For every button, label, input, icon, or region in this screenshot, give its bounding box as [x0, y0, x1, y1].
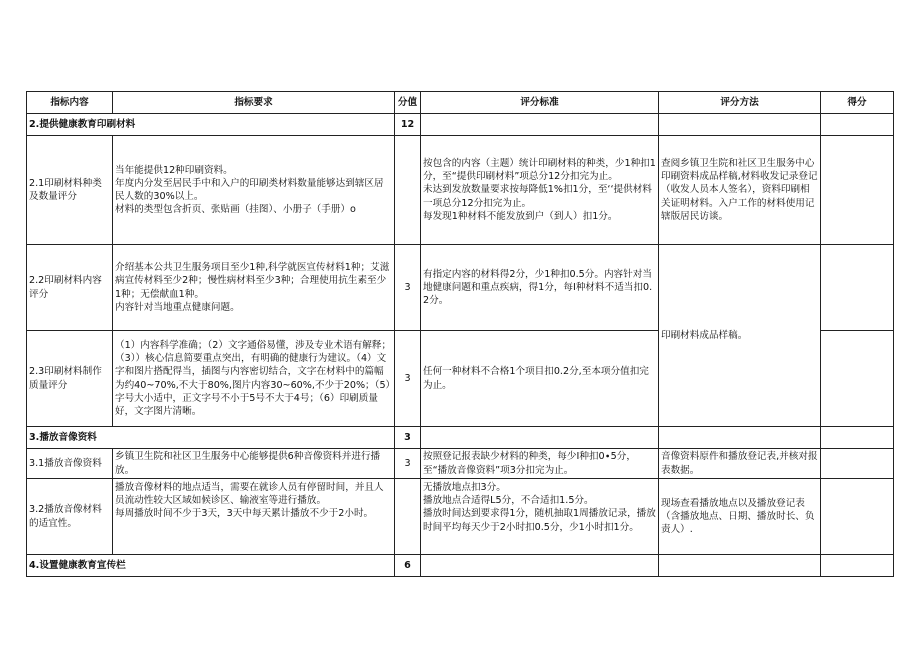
- row-2-3-criteria: 任何一种材料不合格1个项目扣0.2分,至本项分值扣完为止。: [421, 331, 659, 427]
- row-2-3-requirement: （1）内容科学准确；（2）文字通俗易懂，涉及专业术语有解释；（3））核心信息简要重点突出，有明确的健康行为建议。（4）文字和图片搭配得当，插图与内容密切结合，文字在材料中的篇幅为约40~70%,不大于80%,图片内容30~60%,不少于20%；（5）字号大小适中，正文字号不小于5号不大于4号；（6）印刷质量好，文字图片清晰。: [113, 331, 395, 427]
- row-2-2-score: 3: [395, 245, 421, 331]
- row-2-3-got: [821, 331, 894, 427]
- section-row-4: [27, 555, 894, 577]
- row-2-2-requirement: 介绍基本公共卫生服务项目至少1种,科学就医宣传材料1种；艾滋病宣传材料至少2种；慢性病材料至少3种；合理使用抗生素至少1种；无偿献血1种。 内容针对当地重点健康问题。: [113, 245, 395, 331]
- header-criteria: 评分标准: [421, 92, 659, 114]
- section-title-3: 3.播放音像资料: [27, 427, 395, 449]
- header-indicator: 指标内容: [27, 92, 113, 114]
- section-score-2: 12: [395, 114, 421, 136]
- table-row: [27, 136, 894, 245]
- section-title-4: 4.设置健康教育宣传栏: [27, 555, 395, 577]
- row-3-2-score: [395, 479, 421, 555]
- row-3-1-score: 3: [395, 449, 421, 479]
- header-requirement: 指标要求: [113, 92, 395, 114]
- row-2-1-got: [821, 136, 894, 245]
- row-2-2-method: 印刷材料成品样稿。: [659, 245, 821, 427]
- row-3-2-got: [821, 479, 894, 555]
- row-3-1-got: [821, 449, 894, 479]
- table-row: [27, 479, 894, 555]
- row-3-2-method: 现场查看播放地点以及播放登记表（含播放地点、日期、播放时长、负责人）.: [659, 479, 821, 555]
- section-score-4: 6: [395, 555, 421, 577]
- row-3-2-name: 3.2播放音像材料的适宜性。: [27, 479, 113, 555]
- row-2-1-method: 查阅乡镇卫生院和社区卫生服务中心印刷资料成品样稿,材料收发记录登记（收发人员本人签名），资料印刷相关证明材料。入户工作的材料使用记 辖版居民访谈。: [659, 136, 821, 245]
- table-row: [27, 245, 894, 331]
- row-3-1-requirement: 乡镇卫生院和社区卫生服务中心能够提供6种音像资料并进行播放。: [113, 449, 395, 479]
- row-2-3-name: 2.3印刷材料制作质量评分: [27, 331, 113, 427]
- row-2-3-score: 3: [395, 331, 421, 427]
- row-2-1-name: 2.1印刷材料种类及数量评分: [27, 136, 113, 245]
- row-3-1-name: 3.1播放音像资料: [27, 449, 113, 479]
- section-row-2: [27, 114, 894, 136]
- row-2-1-requirement: 当年能提供12种印刷资料。 年度内分发至居民手中和入户的印刷类材料数量能够达到辖区居民人数的30%以上。 材料的类型包含折页、张贴画（挂图）、小册子（手册）o: [113, 136, 395, 245]
- section-row-3: [27, 427, 894, 449]
- row-2-1-score: [395, 136, 421, 245]
- section-title-2: 2.提供健康教育印刷材料: [27, 114, 395, 136]
- row-2-2-name: 2.2印刷材料内容评分: [27, 245, 113, 331]
- row-3-1-method: 音像资料原件和播放登记表,并核对报表数据。: [659, 449, 821, 479]
- scoring-table: [26, 91, 894, 577]
- row-3-2-requirement: 播放音像材料的地点适当，需要在就诊人员有停留时间，并且人员流动性较大区域如候诊区、输液室等进行播放。 每周播放时间不少于3天，3天中每天累计播放不少于2小时。: [113, 479, 395, 555]
- row-3-1-criteria: 按照登记报表缺少材料的种类，每少I种扣0∙5分，至“播放音像资料”项3分扣完为止。: [421, 449, 659, 479]
- section-score-3: 3: [395, 427, 421, 449]
- row-2-2-criteria: 有指定内容的材料得2分，少1种扣0.5分。内容针对当地健康问题和重点疾病，得1分，每I种材料不适当扣0.2分。: [421, 245, 659, 331]
- header-got: 得分: [821, 92, 894, 114]
- header-score: 分值: [395, 92, 421, 114]
- row-3-2-criteria: 无播放地点扣3分。 播放地点合适得L5分，不合适扣1.5分。 播放时间达到要求得1分，随机抽取1周播放记录，播放时间平均每天少于2小时扣0.5分，少1小时扣1分。: [421, 479, 659, 555]
- header-row: [27, 92, 894, 114]
- table-row: [27, 449, 894, 479]
- header-method: 评分方法: [659, 92, 821, 114]
- row-2-1-criteria: 按包含的内容（主题）统计印刷材料的种类，少1种扣1分，至“提供印刷材料”项总分12分扣完为止。 未达到发放数量要求按每降低1%扣1分，至‘‘提供材料一项总分12分扣完为止。 每发现1种材料不能发放到户（到人）扣1分。: [421, 136, 659, 245]
- row-2-2-got: [821, 245, 894, 331]
